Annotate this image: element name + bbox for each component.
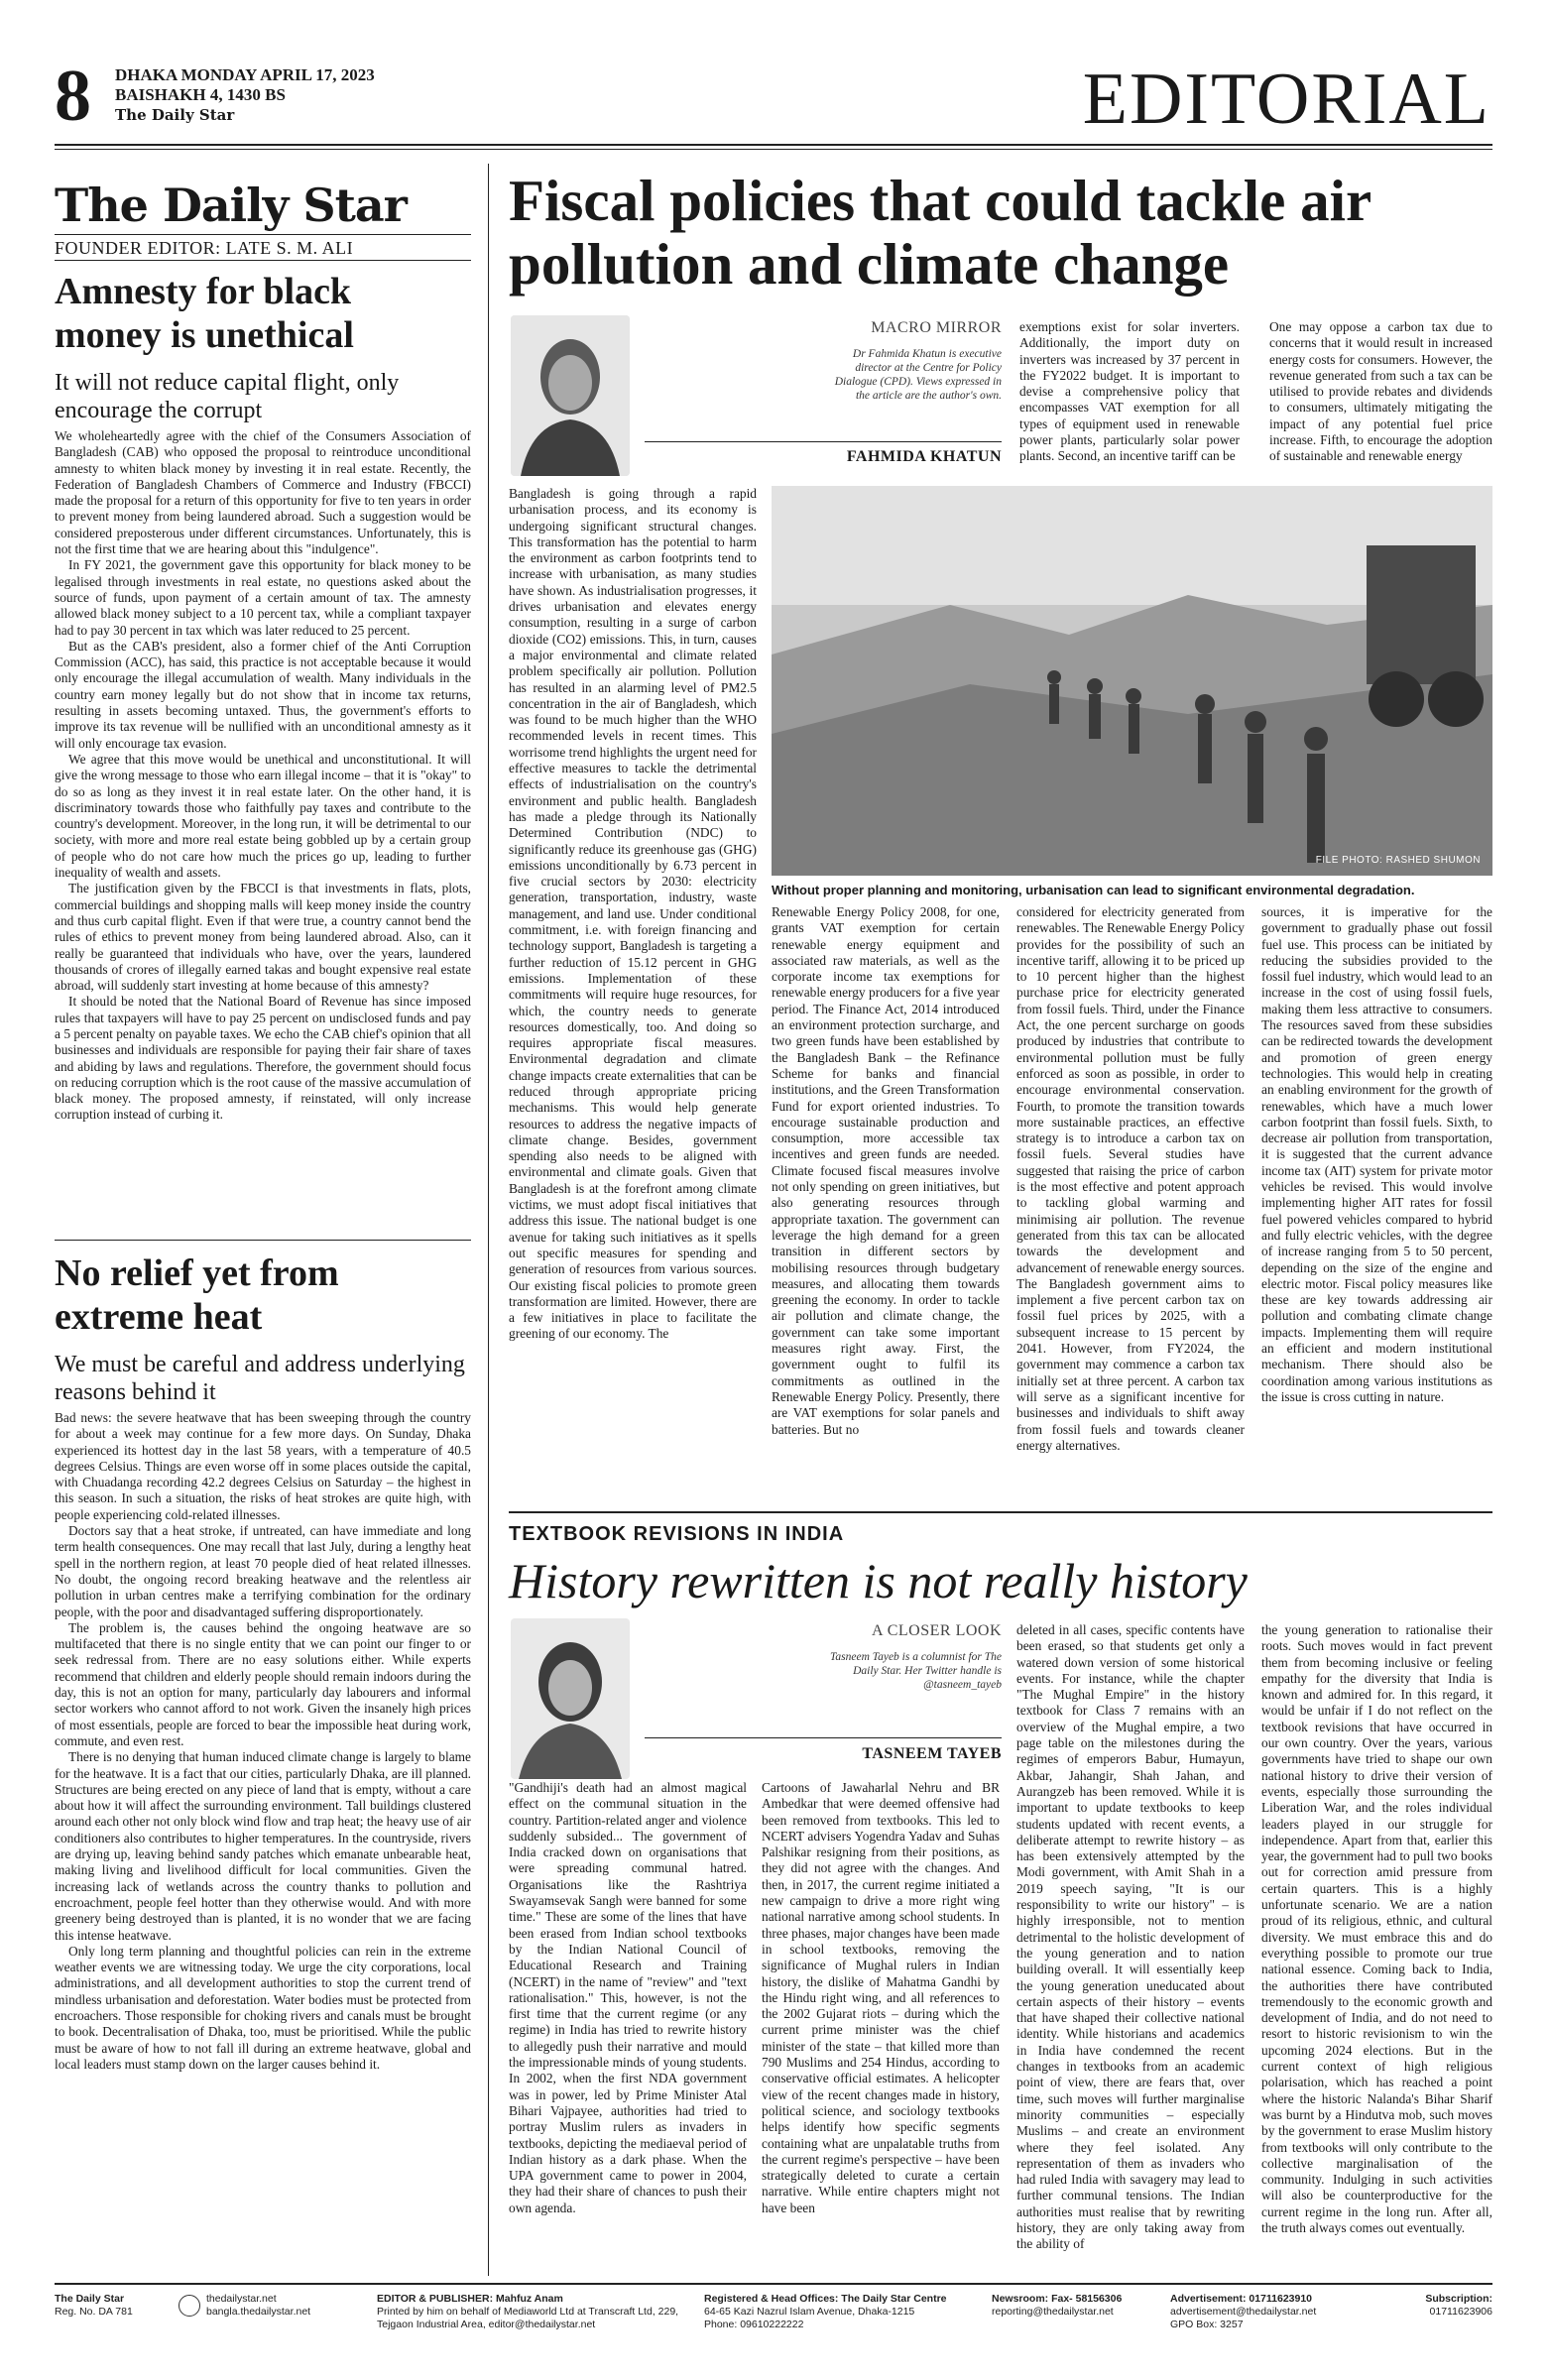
footer-newsroom bbox=[992, 2293, 1131, 2319]
footer-text: Tejgaon Industrial Area, editor@thedailystar.net bbox=[377, 2319, 596, 2330]
editorial-2-title: No relief yet from extreme heat bbox=[55, 1252, 339, 1338]
feature-2-col-4 bbox=[1261, 1622, 1492, 2274]
footer-web bbox=[179, 2293, 357, 2319]
paragraph: The problem is, the causes behind the ongoing heatwave are so multifaceted that there is no single entity that we can point our finger to or seek redressal from. There are no easy solutions either. While experts recommend that children and elderly people should remain indoors during the day, this is not an option for many, particularly day labourers and informal sector workers who cannot afford to not work. Given the insanely high prices of most essentials, people are forced to bear the impossible heat during work, commute, and even rest. bbox=[55, 1619, 471, 1748]
author-photo bbox=[511, 1618, 630, 1779]
feature-1-col-b3 bbox=[1261, 904, 1492, 1509]
footer-rule bbox=[55, 2283, 1492, 2285]
feature-1-title: Fiscal policies that could tackle air pollution and climate change bbox=[509, 168, 1371, 297]
rule bbox=[645, 1737, 1002, 1738]
photo-caption: Without proper planning and monitoring, urbanisation can lead to significant environmental degradation. bbox=[772, 883, 1415, 897]
footer-text: advertisement@thedailystar.net bbox=[1170, 2306, 1317, 2318]
feature-1-col-b1 bbox=[772, 904, 1000, 1509]
founder-editor: FOUNDER EDITOR: LATE S. M. ALI bbox=[55, 238, 354, 258]
footer-text: 01711623906 bbox=[1429, 2306, 1492, 2318]
feature-1-col-top-2 bbox=[1019, 319, 1240, 476]
top-rule-thin bbox=[55, 149, 1492, 150]
paragraph: Cartoons of Jawaharlal Nehru and BR Ambedkar that were deemed offensive had been removed from textbooks. This led to NCERT advisers Yogendra Yadav and Suhas Palshikar resigning from their positions, as they did not agree with the changes. And then, in 2017, the current regime initiated a new campaign to drive a more right wing national narrative among school students. In three phases, major changes have been made in school textbooks, removing the significance of Mughal rulers in Indian history, the dislike of Mahatma Gandhi by the Hindu right wing, and all references to the 2002 Gujarat riots – during which the current prime minister was the chief minister of the state – that killed more than 790 Muslims and 254 Hindus, according to conservative official estimates. A helicopter view of the recent changes made in history, political science, and sociology textbooks helps identify how specific segments containing what are unpalatable truths from the current regime's perspective – have been strategically deleted to curate a certain narrative. While entire chapters might not have been bbox=[762, 1780, 1000, 2215]
feature-1-col-top-3 bbox=[1269, 319, 1492, 476]
feature-2-col-3 bbox=[1016, 1622, 1245, 2274]
rule bbox=[55, 234, 471, 235]
rule bbox=[55, 260, 471, 261]
feature-2-col-1 bbox=[509, 1780, 747, 2274]
top-rule bbox=[55, 144, 1492, 146]
footer-subscription bbox=[1408, 2293, 1492, 2319]
editorial-1-subtitle: It will not reduce capital flight, only encourage the corrupt bbox=[55, 370, 400, 423]
author-name: TASNEEM TAYEB bbox=[862, 1745, 1002, 1762]
footer-paper bbox=[55, 2293, 174, 2319]
feature-2-kicker: TEXTBOOK REVISIONS IN INDIA bbox=[509, 1523, 845, 1545]
footer-text: 64-65 Kazi Nazrul Islam Avenue, Dhaka-1215 bbox=[704, 2306, 915, 2318]
column-name: A CLOSER LOOK bbox=[872, 1622, 1002, 1639]
paragraph: the young generation to rationalise their roots. Such moves would in fact prevent them from becoming inclusive or feeling empathy for the diversity that India is known and admired for. In this regard, it would be unfair if I do not reflect on the textbook revisions that have occurred in our own country. Over the years, various governments have tried to shape our own national history to drive their version of events, especially those surrounding the Liberation War, and the roles individual leaders played in our struggle for independence. Apart from that, earlier this year, the government had to pull two books out for correction amid pressure from certain quarters. This is a highly unfortunate scenario. We are a nation proud of its religious, ethnic, and cultural diversity. We must embrace this and do everything possible to promote our true national essence. Coming back to India, the authorities there have contributed tremendously to the economic growth and development of India, and do not need to resort to historic revisionism to win the upcoming 2024 elections. But in the current context of high religious polarisation, which has reached a point where the historic Nalanda's Bihar Sharif was burnt by a Hindutva mob, such moves by the government to erase Muslim history from textbooks will only contribute to the collective marginalisation of the community. Indulging in such activities will also be counterproductive for the current regime in the long run. After all, the truth always comes out eventually. bbox=[1261, 1622, 1492, 2235]
paragraph: We agree that this move would be unethical and unconstitutional. It will give the wrong message to those who earn illegal income – that it is "okay" to do so as long as they invest it in real estate later. On the other hand, it is discriminatory towards those who faithfully pay taxes and contribute to the country's development. Moreover, in the long run, it will be detrimental to our society, with more and more real estate being gobbled up by a certain group of people who do not care how much the prices go up, leading to further inequality of wealth and assets. bbox=[55, 751, 471, 881]
paragraph: One may oppose a carbon tax due to concerns that it would result in increased energy costs for consumers. However, the revenue generated from such a tax can be utilised to provide rebates and dividends to consumers, ultimately mitigating the impact of any potential fuel price increase. Fifth, to encourage the adoption of sustainable and renewable energy bbox=[1269, 319, 1492, 464]
paragraph: Renewable Energy Policy 2008, for one, grants VAT exemption for certain renewable energy equipment and associated raw materials, as well as the corporate income tax exemptions for renewable energy producers for a five year period. The Finance Act, 2014 introduced an environment protection surcharge, and two green funds have been established by the Bangladesh Bank – the Refinance Scheme for banks and financial institutions, and the Green Transformation Fund for export oriented industries. To encourage sustainable production and consumption, more accessible tax incentives and green funds are needed. Climate focused fiscal measures involve not only spending on green initiatives, but also generating resources through appropriate taxation. The government can leverage the high demand for a green transition in different sectors by mobilising resources through budgetary measures, and allocating them towards greening the economy. In order to tackle air pollution and climate change, the government can take some important measures right away. First, the government ought to fulfil its commitments as outlined in the Renewable Energy Policy. Presently, there are VAT exemptions for solar panels and batteries. But no bbox=[772, 904, 1000, 1437]
paragraph: In FY 2021, the government gave this opportunity for black money to be legalised through investments in real estate, no questions asked about the source of funds, upon payment of a certain amount of tax. The amnesty allowed black money subject to a 10 percent tax, while a compliant taxpayer had to pay 30 percent in tax which was later reduced to 25 percent. bbox=[55, 557, 471, 638]
paragraph: Doctors say that a heat stroke, if untreated, can have immediate and long term health consequences. One may recall that last July, during a lengthy heat spell in the northern region, at least 70 people died of heat related illnesses. No doubt, the ongoing record breaking heatwave and the relentless air pollution in urban centres make a terrifying combination for the ordinary people, with the poor and disadvantaged suffering disproportionately. bbox=[55, 1523, 471, 1619]
footer-text: GPO Box: 3257 bbox=[1170, 2319, 1244, 2330]
footer-text: Registered & Head Offices: The Daily Star Centre bbox=[704, 2293, 947, 2305]
bangla-date-line: BAISHAKH 4, 1430 BS bbox=[115, 85, 286, 104]
column-name: MACRO MIRROR bbox=[871, 319, 1002, 336]
page-number: 8 bbox=[55, 56, 91, 137]
footer-ads bbox=[1170, 2293, 1329, 2331]
paper-logo: The Daily Star bbox=[55, 178, 407, 232]
footer-text: Printed by him on behalf of Mediaworld Ltd at Transcraft Ltd, 229, bbox=[377, 2306, 679, 2318]
paragraph: sources, it is imperative for the government to gradually phase out fossil fuel use. This process can be initiated by reducing the subsidies provided to the fossil fuel industry, which would lead to an increase in the cost of using fossil fuels, making them less attractive to consumers. The resources saved from these subsidies can be redirected towards the development and promotion of green energy technologies. This would help in creating an enabling environment for the growth of renewables, which have a much lower carbon footprint than fossil fuels. Sixth, to decrease air pollution from transportation, it is suggested that the current advance income tax (AIT) system for private motor vehicles be revised. This would involve implementing higher AIT rates for fossil fuel powered vehicles compared to hybrid and fully electric vehicles, with the degree of increase ranging from 5 to 50 percent, depending on the size of the engine and electric motor. Fiscal policy measures like these are key towards addressing air pollution and combating climate change impacts. Implementing them will require an efficient and modern institutional mechanism. There should also be coordination among various institutions as the issue is cross cutting in nature. bbox=[1261, 904, 1492, 1404]
news-photo bbox=[772, 486, 1492, 876]
paragraph: We wholeheartedly agree with the chief of the Consumers Association of Bangladesh (CAB) who opposed the proposal to reintroduce unconditional amnesty to whiten black money by investing it in real estate. Recently, the Federation of Bangladesh Chambers of Commerce and Industry (FBCCI) made the proposal for a return of this opportunity for five to ten years in order to prevent money from being laundered abroad. Such a suggestion would be considered preposterous under different circumstances. Unfortunately, this is not the first time that we are hearing about this "indulgence". bbox=[55, 428, 471, 557]
paragraph: exemptions exist for solar inverters. Additionally, the import duty on inverters was increased by 37 percent in the FY2022 budget. It is important to devise a comprehensive policy that encompasses VAT exemption for all types of equipment used in renewable power plants, particularly solar power plants. Second, an incentive tariff can be bbox=[1019, 319, 1240, 464]
author-note: Tasneem Tayeb is a columnist for The Daily Star. Her Twitter handle is @tasneem_tayeb bbox=[830, 1651, 1002, 1691]
author-name: FAHMIDA KHATUN bbox=[846, 448, 1002, 465]
feature-2-col-2 bbox=[762, 1780, 1000, 2274]
paragraph: Bangladesh is going through a rapid urbanisation process, and its economy is undergoing significant structural changes. This transformation has the potential to harm the environment as carbon footprints tend to increase with urbanisation, as many studies have shown. As industrialisation progresses, it drives urbanisation and elevates energy consumption, resulting in a surge of carbon dioxide (CO2) emissions. This, in turn, causes a major environmental and climate related problem specifically air pollution. Pollution has resulted in an alarming level of PM2.5 concentration in the air of Bangladesh, which was found to be much higher than the WHO recommended levels in recent times. This worrisome trend highlights the urgent need for effective measures to tackle the detrimental effects of industrialisation on the country's environment and public health. Bangladesh has made a pledge through its Nationally Determined Contribution (NDC) to significantly reduce its greenhouse gas (GHG) emissions unconditionally by 6.73 percent in five crucial sectors by 2030: electricity generation, transportation, industry, waste management, and land use. Under conditional commitment, i.e. with foreign financing and technology support, Bangladesh is targeting a further reduction of 15.12 percent in GHG emissions. Implementation of these commitments will require huge resources, for which, the country needs to generate resources domestically, too. And doing so requires appropriate fiscal measures. Environmental degradation and climate change impacts create externalities that can be reduced through appropriate pricing mechanisms. This would help generate resources to address the negative impacts of climate change. Besides, government spending also needs to be aligned with environmental and climate goals. Given that Bangladesh is at the forefront among climate victims, we must adopt fiscal initiatives that address this issue. The national budget is one avenue for taking such initiatives as it spells out specific measures for spending and generation of resources from various sources. Our existing fiscal policies to promote green transformation are limited. However, there are a few initiatives in place to facilitate the greening of our economy. The bbox=[509, 486, 757, 1342]
dateline bbox=[115, 65, 375, 125]
paragraph: considered for electricity generated from renewables. The Renewable Energy Policy provides for the possibility of such an incentive tariff, allowing it to be priced up to 10 percent higher than the highest purchase price for electricity generated from fossil fuels. Third, under the Finance Act, the one percent surcharge on goods produced by industries that contribute to environmental pollution must be fully enforced as soon as possible, in order to encourage environmental conservation. Fourth, to promote the transition towards more sustainable practices, an effective strategy is to introduce a carbon tax on fossil fuels. Several studies have suggested that raising the price of carbon is the most effective and potent approach to tackling global warming and minimising air pollution. The revenue generated from this tax can be allocated towards the development and advancement of renewable energy sources. The Bangladesh government aims to implement a five percent carbon tax on fossil fuel prices by 2025, with a subsequent increase to 15 percent by 2041. However, from FY2024, the government may commence a carbon tax initially set at three percent. A carbon tax will serve as a significant incentive for businesses and individuals to shift away from fossil fuels and towards cleaner energy alternatives. bbox=[1016, 904, 1245, 1453]
footer-link[interactable]: bangla.thedailystar.net bbox=[206, 2306, 311, 2318]
footer-office bbox=[704, 2293, 952, 2331]
author-photo bbox=[511, 315, 630, 476]
footer-text: Reg. No. DA 781 bbox=[55, 2306, 133, 2318]
footer-text: Newsroom: Fax- 58156306 bbox=[992, 2293, 1123, 2305]
author-note: Dr Fahmida Khatun is executive director at the Centre for Policy Dialogue (CPD). Views expressed in the article are the author's own. bbox=[834, 348, 1002, 402]
paragraph: The justification given by the FBCCI is that investments in flats, plots, commercial buildings and shopping malls will keep money inside the country and thus curb capital flight. Even if that were true, a country cannot bend the rules of ethics to prevent money from being laundered abroad. Also, can it really be guaranteed that individuals who have, over the years, laundered thousands of crores of illegally earned takas and bought expensive real estate abroad, will suddenly start investing at home because of this amnesty? bbox=[55, 881, 471, 994]
paragraph: There is no denying that human induced climate change is largely to blame for the heatwave. It is a fact that our cities, particularly Dhaka, are ill planned. Structures are being erected on any piece of land that is empty, without a care about how it will affect the surrounding environment. Tall buildings clustered around each other not only block wind flow and trap heat; the heavy use of air conditioners also contributes to higher temperatures. In the countryside, rivers are drying up, leaving behind sandy patches which emanate unbearable heat, making living and livelihood difficult for local communities. Given the increasing lack of wetlands across the country thanks to pollution and encroachment, people feel hotter than they otherwise would. And with more greenery being destroyed than is planted, it is no wonder that we are facing this intense heatwave. bbox=[55, 1749, 471, 1943]
paragraph: It should be noted that the National Board of Revenue has since imposed rules that taxpayers will have to pay 25 percent on undisclosed funds and pay a 5 percent penalty on payable taxes. We echo the CAB chief's opinion that all businesses and individuals are responsible for paying their fair share of taxes and abiding by laws and regulations. Therefore, the government should focus on reducing corruption which is the root cause of the massive accumulation of black money. The proposed amnesty, if reinstated, will only increase corruption instead of curbing it. bbox=[55, 994, 471, 1123]
paragraph: But as the CAB's president, also a former chief of the Anti Corruption Commission (ACC), has said, this practice is not acceptable because it would only encourage the illegal accumulation of wealth. Many individuals in the country earn money legally but do not show that in income tax returns, resulting in assets becoming untaxed. Thus, the government's efforts to improve its tax revenue will be nullified with an unconditional amnesty as it will only encourage tax evasion. bbox=[55, 638, 471, 751]
photo-credit: FILE PHOTO: RASHED SHUMON bbox=[1315, 855, 1481, 866]
footer-editor bbox=[377, 2293, 684, 2331]
rule bbox=[55, 1240, 471, 1241]
footer-text: The Daily Star bbox=[55, 2293, 125, 2305]
editorial-2-body bbox=[55, 1410, 471, 2271]
feature-1-col-b2 bbox=[1016, 904, 1245, 1509]
footer-text: Advertisement: 01711623910 bbox=[1170, 2293, 1313, 2305]
date-line: DHAKA MONDAY APRIL 17, 2023 bbox=[115, 65, 375, 84]
editorial-1-title: Amnesty for black money is unethical bbox=[55, 271, 354, 356]
rule bbox=[509, 1511, 1492, 1513]
rule bbox=[645, 441, 1002, 442]
feature-2-title: History rewritten is not really history bbox=[509, 1553, 1248, 1608]
paragraph: deleted in all cases, specific contents have been erased, so that students get only a watered down version of some historical events. For instance, while the chapter "The Mughal Empire" in the history textbook for Class 7 remains with an overview of the Mughal empire, a two page table on the milestones during the regimes of emperors Babur, Humayun, Akbar, Jahangir, Shah Jahan, and Aurangzeb has been removed. While it is important to update textbooks to keep students updated with recent events, a deliberate attempt to rewrite history – as has been extensively attempted by the Modi government, with Amit Shah in a 2019 speech saying, "It is our responsibility to write our history" – is highly irresponsible, not to mention detrimental to the holistic development of the young generation and to nation building overall. It will essentially keep the young generation uneducated about certain aspects of their history – events that have shaped their collective national identity. While historians and academics in India have condemned the recent changes in textbooks from an academic point of view, there are fears that, over time, such moves will further marginalise minority communities – especially Muslims – and create an environment where they feel isolated. Any representation of them as invaders who had ruled India with savagery may lead to further communal tensions. The Indian authorities must realise that by rewriting history, they are only taking away from the ability of bbox=[1016, 1622, 1245, 2252]
section-title: EDITORIAL bbox=[1082, 59, 1490, 140]
footer-text: Phone: 09610222222 bbox=[704, 2319, 804, 2330]
paragraph: "Gandhiji's death had an almost magical effect on the communal situation in the country. Partition-related anger and violence suddenly subsided... The government of India cracked down on organisations that were spreading communal hatred. Organisations like the Rashtriya Swayamsevak Sangh were banned for some time." These are some of the lines that have been erased from Indian school textbooks by the Indian National Council of Educational Research and Training (NCERT) in the name of "review" and "text rationalisation." This, however, is not the first time that the current regime (or any regime) in India has tried to rewrite history to allegedly push their narrative and mould the impressionable minds of young students. In 2002, when the first NDA government was in power, led by Prime Minister Atal Bihari Vajpayee, authorities had tried to portray Muslim rulers as invaders in textbooks, depicting the mediaeval period of Indian history as a dark phase. When the UPA government came to power in 2004, they had their share of chances to push their own agenda. bbox=[509, 1780, 747, 2215]
paragraph: Bad news: the severe heatwave that has been sweeping through the country for about a week may continue for a few more days. On Sunday, Dhaka experienced its hottest day in the last 58 years, with a temperature of 40.5 degrees Celsius. Things are even worse off in some places outside the capital, with Chuadanga recording 42.2 degrees Celsius on Saturday – the highest in this season. In such a situation, the risks of heat strokes are quite high, with people experiencing cold-related illnesses. bbox=[55, 1410, 471, 1522]
editorial-1-body bbox=[55, 428, 471, 1230]
editorial-2-subtitle: We must be careful and address underlying reasons behind it bbox=[55, 1352, 465, 1405]
small-logo: The Daily Star bbox=[115, 106, 235, 124]
footer-text: Subscription: bbox=[1425, 2293, 1492, 2305]
footer-text: reporting@thedailystar.net bbox=[992, 2306, 1114, 2318]
column-divider bbox=[488, 164, 489, 2276]
footer-link[interactable]: thedailystar.net bbox=[206, 2293, 277, 2305]
footer-text: EDITOR & PUBLISHER: Mahfuz Anam bbox=[377, 2293, 563, 2305]
globe-icon bbox=[179, 2295, 200, 2317]
paragraph: Only long term planning and thoughtful policies can rein in the extreme weather events we are witnessing today. We urge the city corporations, local administrations, and all development authorities to stop the current trend of mindless urbanisation and deforestation. Water bodies must be protected from encroachers. Those responsible for choking rivers and canals must be brought to book. Decentralisation of Dhaka, too, must be prioritised. While the public must be aware of how to not fall ill during an extreme heatwave, global and local leaders must stamp down on the larger causes behind it. bbox=[55, 1943, 471, 2072]
